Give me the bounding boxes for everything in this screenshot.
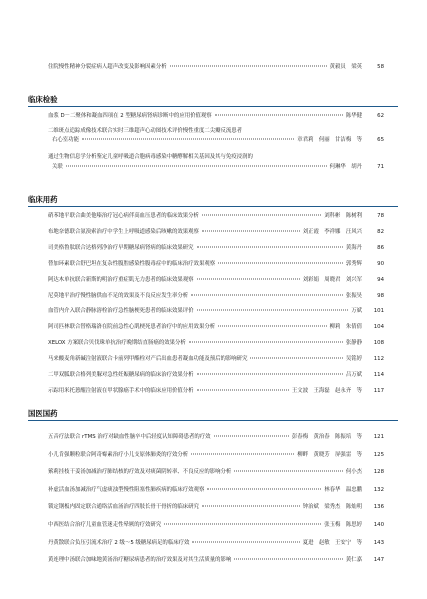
leader-dots — [215, 115, 343, 116]
entry-page: 94 — [377, 276, 384, 283]
entry-title: 血浆 D－二聚体和凝血四项在 2 型糖尿病肾病诊断中的应用价值观察 — [48, 113, 212, 119]
toc-entry[interactable] — [48, 293, 384, 300]
entry-authors: 吴铭婷 — [345, 356, 362, 363]
entry-page: 86 — [377, 244, 384, 251]
entry-title: 二甲双胍联合格列美脲对急性妊娠糖尿病的临床治疗效果分析 — [48, 372, 194, 378]
entry-title: 示踪用米托蒽醌注射液在甲状腺癌手术中的临床应用价值分析 — [48, 387, 194, 394]
entry-authors: 吕万斌 — [345, 372, 362, 378]
entry-page: 114 — [373, 372, 384, 378]
toc-entry[interactable] — [48, 557, 384, 564]
toc-entry[interactable] — [48, 245, 384, 252]
toc-entry[interactable] — [48, 372, 384, 379]
entry-title: 硝苯地平联合曲美他嗪治疗冠心病伴高血压患者的临床效果分析 — [48, 213, 199, 219]
entry-title: 马来酸麦角新碱注射液联合卡前列甲酯栓对产后出血患者凝血功能及预后的影响研究 — [48, 356, 248, 363]
section-title-tcm: 国医国药 — [28, 409, 58, 418]
entry-page: 132 — [373, 486, 384, 493]
section-rule — [28, 106, 398, 107]
entry-authors: 黄海丹 — [345, 244, 362, 251]
toc-entry-continuation[interactable] — [52, 137, 384, 144]
entry-title: 黄连理中汤联合加味地黄汤治疗糖尿病患者的治疗效果及对其生活质量的影响 — [48, 557, 232, 564]
entry-authors: 黄毅员 梁英 — [329, 64, 362, 70]
toc-entry[interactable] — [48, 388, 384, 395]
entry-authors: 张静静 — [345, 340, 362, 347]
leader-dots — [192, 541, 299, 542]
leader-dots — [202, 506, 300, 507]
toc-entry[interactable] — [48, 154, 384, 161]
entry-authors: 夏进 赵敏 王安宁 等 — [302, 539, 362, 546]
entry-authors: 王文波 王海磊 赵永齐 等 — [291, 387, 362, 394]
entry-authors: 刘彩娟 周晓君 刘兴军 — [302, 276, 362, 283]
entry-page: 101 — [373, 308, 384, 315]
toc-entry[interactable] — [48, 522, 384, 529]
leader-dots — [197, 389, 289, 390]
entry-authors: 万斌 — [351, 308, 362, 315]
leader-dots — [197, 374, 343, 375]
leader-dots — [218, 262, 343, 263]
entry-authors: 柳莉 朱倩倩 — [329, 324, 362, 331]
entry-authors: 刘正霞 李祥娜 汪风兴 — [302, 228, 362, 235]
toc-entry[interactable] — [48, 434, 384, 441]
entry-title: 丹黄散联合负压引流术治疗 2 级～5 级糖尿病足的临床疗效 — [48, 539, 190, 546]
entry-title: 布地奈德联合氨溴索治疗中学生上呼吸道感染后咳嗽的效果观察 — [48, 228, 199, 235]
entry-title: 尼莫地平治疗慢性脑供血不足的效果及不良反应发生率分析 — [48, 292, 189, 299]
toc-entry[interactable] — [48, 324, 384, 331]
section-rule — [28, 420, 398, 421]
entry-page: 98 — [377, 292, 384, 299]
entry-authors: 何琳华 胡丹 — [329, 164, 362, 170]
entry-page: 128 — [373, 469, 384, 476]
entry-page: 143 — [373, 539, 384, 546]
leader-dots — [164, 524, 321, 525]
leader-dots — [189, 342, 343, 343]
leader-dots — [191, 453, 294, 454]
leader-dots — [82, 139, 294, 140]
entry-authors: 黄仁嘉 — [345, 557, 362, 564]
entry-authors: 何小杰 — [345, 469, 362, 476]
toc-entry[interactable] — [48, 261, 384, 268]
leader-dots — [197, 246, 343, 247]
leader-dots — [202, 215, 321, 216]
leader-dots — [234, 471, 343, 472]
entry-page: 117 — [373, 387, 384, 394]
entry-title: 阿司匹林联合替格瑞洛在院前急性心肌梗死患者治疗中的应用效果分析 — [48, 324, 216, 331]
entry-authors: 钟治斌 梁秀杰 陈灿明 — [302, 504, 362, 511]
entry-authors: 郭秀辉 — [345, 260, 362, 267]
toc-entry[interactable] — [48, 64, 384, 71]
entry-page: 125 — [373, 451, 384, 458]
entry-page: 62 — [377, 113, 384, 119]
toc-entry[interactable] — [48, 128, 384, 135]
entry-title: 中西医结合治疗儿童血管迷走性晕厥的疗效研究 — [48, 522, 162, 528]
section-rule — [28, 206, 398, 207]
entry-title: 五音疗法联合 rTMS 治疗对缺血性脑卒中后轻度认知障碍患者的疗效 — [48, 434, 211, 440]
toc-entry[interactable] — [48, 340, 384, 347]
toc-entry[interactable] — [48, 487, 384, 494]
leader-dots — [197, 310, 349, 311]
leader-dots — [207, 488, 321, 489]
entry-title: 血管内介入联合静脉溶栓治疗急性脑梗死患者的临床效果评价 — [48, 308, 194, 315]
toc-entry[interactable] — [48, 452, 384, 459]
entry-page: 140 — [373, 522, 384, 528]
entry-authors: 张玉梅 陈思婷 — [324, 522, 362, 528]
toc-entry[interactable] — [48, 356, 384, 363]
section-title-clinical-drug: 临床用药 — [28, 195, 58, 204]
entry-page: 90 — [377, 260, 384, 267]
toc-entry-continuation[interactable] — [52, 164, 384, 171]
leader-dots — [214, 436, 289, 437]
toc-entry[interactable] — [48, 469, 384, 476]
toc-entry[interactable] — [48, 277, 384, 284]
entry-title-line2: 右心室功能 — [52, 137, 79, 143]
leader-dots — [234, 559, 343, 560]
entry-page: 136 — [373, 504, 384, 511]
entry-title-line1: 二维斑点追踪成像技术联合实时三维超声心动图技术评价慢性重度二尖瓣反流患者 — [48, 128, 243, 134]
entry-authors: 章君莉 何丽 甘洁梅 等 — [297, 137, 362, 143]
leader-dots — [170, 66, 327, 67]
entry-title: 司美格鲁肽联合达格列净治疗早期糖尿病肾病的临床效果研究 — [48, 244, 194, 251]
entry-page: 71 — [377, 164, 384, 170]
toc-entry[interactable] — [48, 113, 384, 120]
section-title-clinical-test: 临床检验 — [28, 95, 58, 104]
entry-page: 147 — [373, 557, 384, 564]
toc-entry[interactable] — [48, 308, 384, 315]
leader-dots — [197, 278, 300, 279]
entry-title: 住院慢性精神分裂症病人超声改变及影响因素分析 — [48, 64, 167, 70]
entry-page: 58 — [377, 64, 384, 70]
leader-dots — [218, 326, 327, 327]
entry-title: XELOX 方案联合贝伐珠单抗治疗晚期结直肠癌的效果分析 — [48, 340, 186, 347]
entry-title-line2: 关联 — [52, 164, 63, 170]
entry-authors: 张振昊 — [345, 292, 362, 299]
leader-dots — [191, 294, 343, 295]
entry-authors: 刘科彬 陈树利 — [324, 213, 362, 219]
entry-authors: 林春华 温忠鹏 — [324, 486, 362, 493]
toc-entry[interactable] — [48, 229, 384, 236]
entry-page: 82 — [377, 228, 384, 235]
entry-title: 阿达木单抗联合新斯的明治疗重症肌无力患者的临床效果观察 — [48, 276, 194, 283]
entry-title: 补虚活血汤加减治疗气虚痰浊型慢性阻塞性肺疾病的临床疗效观察 — [48, 486, 205, 493]
leader-dots — [66, 166, 327, 167]
entry-authors: 彭春梅 黄治春 陈振培 等 — [291, 434, 362, 440]
entry-authors: 陈华健 — [345, 113, 362, 119]
entry-title-line1: 通过生物信息学分析鉴定儿童呼吸道合胞病毒感染中糖酵解相关基因及其与免疫浸润的 — [48, 154, 253, 160]
toc-entry[interactable] — [48, 213, 384, 220]
leader-dots — [250, 358, 342, 359]
entry-authors: 柳畔 黄晓芳 屏强雷 等 — [297, 451, 362, 458]
entry-title: 萦莉挂枝干姜汤加减治疗肺结核的疗效及对痰菌阴转率、不良反应的影响分析 — [48, 469, 232, 476]
entry-page: 108 — [373, 340, 384, 347]
toc-entry[interactable] — [48, 504, 384, 511]
entry-page: 104 — [373, 324, 384, 331]
entry-page: 65 — [377, 137, 384, 143]
leader-dots — [202, 230, 300, 231]
entry-title: 小儿肯强颗粒联合阿奇霉素治疗小儿支原体肺炎的疗效分析 — [48, 451, 189, 458]
entry-page: 78 — [377, 213, 384, 219]
entry-title: 锁定钢板内固定联合通络活血汤治疗四肢长骨干骨折的临床研究 — [48, 504, 199, 511]
entry-title: 替加环素联合舒巴坦在复杂性腹腔感染性腹毒症中的临床治疗效果观察 — [48, 260, 216, 267]
entry-page: 121 — [373, 434, 384, 440]
toc-entry[interactable] — [48, 540, 384, 547]
entry-page: 112 — [373, 356, 384, 363]
